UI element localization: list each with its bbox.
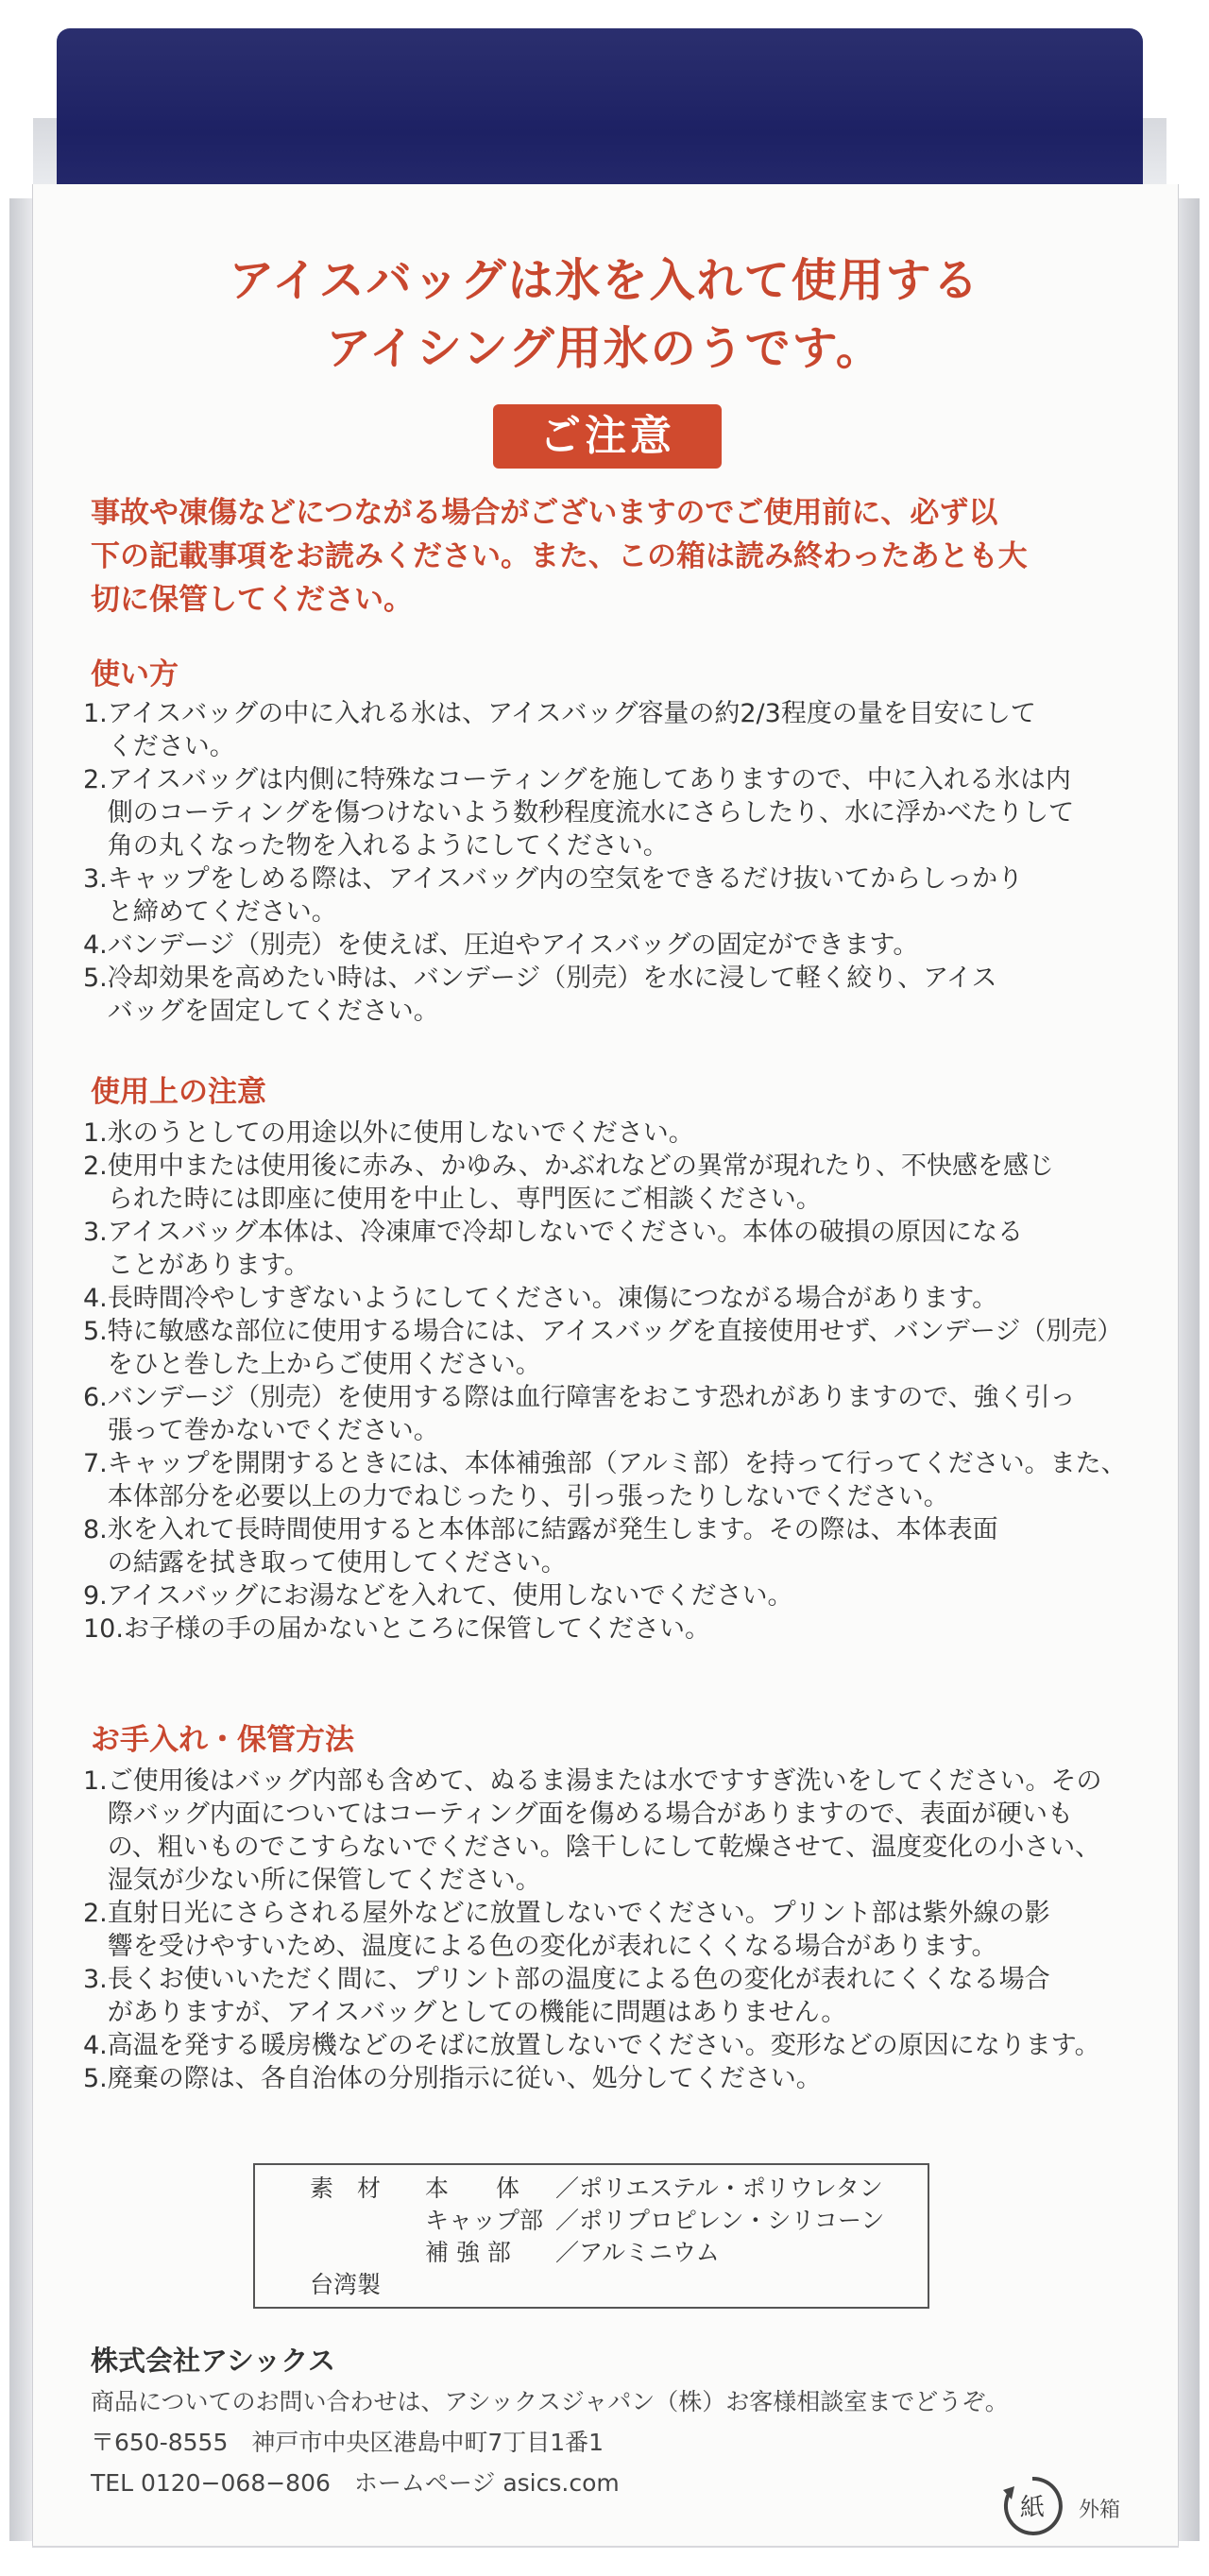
list-item: 1. 氷のうとしての用途以外に使用しないでください。 — [83, 1118, 694, 1148]
list-item: 5. 冷却効果を高めたい時は、バンデージ（別売）を水に浸して軽く絞り、アイス バッグを固定してください。 — [83, 964, 997, 1026]
list-item: 3. 長くお使いいただく間に、プリント部の温度による色の変化が表れにくくなる場合 がありますが、アイスバッグとしての機能に問題はありません。 — [83, 1965, 1050, 2027]
list-item: 2. 使用中または使用後に赤み、かゆみ、かぶれなどの異常が現れたり、不快感を感じ られた時には即座に使用を中止し、専門医にご相談ください。 — [83, 1152, 1055, 1214]
material-value: ／アルミニウム — [555, 2239, 720, 2266]
contact-text: TEL 0120−068−806 ホームページ asics.com — [91, 2469, 620, 2497]
recycle-symbol: 紙 — [1019, 2494, 1046, 2522]
care-list — [83, 1765, 1141, 2095]
list-item: 9. アイスバッグにお湯などを入れて、使用しないでください。 — [83, 1581, 793, 1611]
list-item: 7. キャップを開閉するときには、本体補強部（アルミ部）を持って行ってください。また、 本体部分を必要以上の力でねじったり、引っ張ったりしないでください。 — [83, 1449, 1127, 1511]
notes-heading: 使用上の注意 — [91, 1075, 266, 1109]
address-text: 〒650-8555 神戸市中央区港島中町7丁目1番1 — [91, 2429, 604, 2456]
list-item: 1. ご使用後はバッグ内部も含めて、ぬるま湯または水ですすぎ洗いをしてください。その 際バッグ内面についてはコーティング面を傷める場合がありますので、表面が硬いも の、粗いものでこすらないでください。陰干しにして乾燥させて、温度変化の小さい、 湿気が少ない所に保管してください。 — [83, 1766, 1102, 1895]
list-item: 2. アイスバッグは内側に特殊なコーティングを施してありますので、中に入れる氷は内 側のコーティングを傷つけないよう数秒程度流水にさらしたり、水に浮かべたりして 角の丸くなった物を入れるようにしてください。 — [83, 765, 1075, 861]
list-item: 1. アイスバッグの中に入れる氷は、アイスバッグ容量の約2/3程度の量を目安にして ください。 — [83, 699, 1036, 761]
headline-line-2: アイシング用氷のうです。 — [326, 322, 883, 375]
inquiry-text: 商品についてのお問い合わせは、アシックスジャパン（株）お客様相談室までどうぞ。 — [91, 2388, 1009, 2415]
box-left-side — [9, 198, 32, 2541]
care-heading: お手入れ・保管方法 — [91, 1723, 354, 1757]
origin-label: 台湾製 — [310, 2271, 382, 2298]
material-part: 補 強 部 — [425, 2239, 511, 2266]
usage-list — [83, 697, 1141, 1028]
material-part: 本 体 — [425, 2175, 520, 2202]
material-value: ／ポリエステル・ポリウレタン — [555, 2175, 883, 2202]
list-item: 4. 高温を発する暖房機などのそばに放置しないでください。変形などの原因になります。 — [83, 2031, 1100, 2060]
caution-badge: ご注意 — [493, 404, 722, 469]
intro-text: 事故や凍傷などにつながる場合がございますのでご使用前に、必ず以 下の記載事項をお読みください。また、この箱は読み終わったあとも大 切に保管してください。 — [91, 496, 1028, 617]
company-name: 株式会社アシックス — [91, 2345, 335, 2377]
notes-list — [83, 1117, 1141, 1646]
box-top-flap — [57, 28, 1143, 203]
list-item: 6. バンデージ（別売）を使用する際は血行障害をおこす恐れがありますので、強く引っ 張って巻かないでください。 — [83, 1383, 1076, 1445]
list-item: 10. お子様の手の届かないところに保管してください。 — [83, 1614, 710, 1644]
list-item: 4. バンデージ（別売）を使えば、圧迫やアイスバッグの固定ができます。 — [83, 930, 919, 960]
headline-line-1: アイスバッグは氷を入れて使用する — [229, 254, 980, 307]
usage-heading: 使い方 — [91, 657, 179, 691]
list-item: 4. 長時間冷やしすぎないようにしてください。凍傷につながる場合があります。 — [83, 1284, 998, 1313]
box-right-side — [1177, 198, 1200, 2541]
materials-box — [253, 2163, 929, 2309]
materials-label: 素 材 — [310, 2175, 382, 2202]
list-item: 3. キャップをしめる際は、アイスバッグ内の空気をできるだけ抜いてからしっかり と締めてください。 — [83, 864, 1024, 927]
paper-recycle-icon — [999, 2473, 1065, 2539]
list-item: 8. 氷を入れて長時間使用すると本体部に結露が発生します。その際は、本体表面 の結露を拭き取って使用してください。 — [83, 1515, 998, 1578]
list-item: 5. 廃棄の際は、各自治体の分別指示に従い、処分してください。 — [83, 2064, 822, 2093]
recycle-label: 外箱 — [1079, 2499, 1121, 2522]
material-value: ／ポリプロピレン・シリコーン — [555, 2207, 885, 2234]
list-item: 3. アイスバッグ本体は、冷凍庫で冷却しないでください。本体の破損の原因になる ことがあります。 — [83, 1218, 1024, 1280]
list-item: 2. 直射日光にさらされる屋外などに放置しないでください。プリント部は紫外線の影 響を受けやすいため、温度による色の変化が表れにくくなる場合があります。 — [83, 1899, 1050, 1961]
list-item: 5. 特に敏感な部位に使用する場合には、アイスバッグを直接使用せず、バンデージ（別売） をひと巻した上からご使用ください。 — [83, 1317, 1123, 1379]
material-part: キャップ部 — [425, 2207, 544, 2234]
